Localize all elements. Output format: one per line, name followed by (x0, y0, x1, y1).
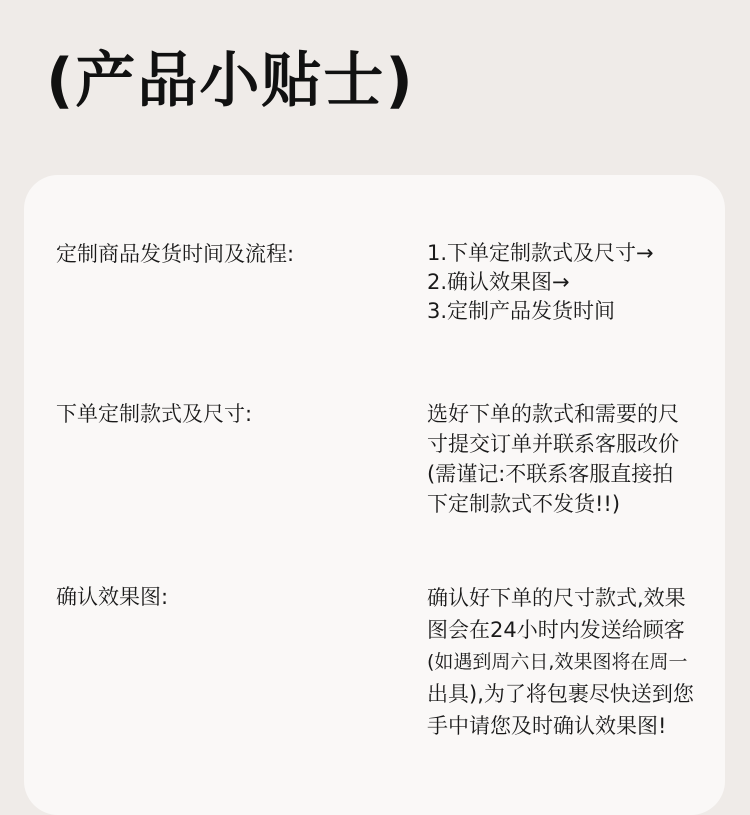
section-body-shipping-process (427, 239, 712, 326)
description-line: 下定制款式不发货!!) (427, 492, 621, 516)
description-line: (需谨记:不联系客服直接拍 (427, 462, 674, 486)
description-line: 选好下单的款式和需要的尺 (427, 402, 679, 426)
description-line: 确认好下单的尺寸款式,效果 (427, 586, 686, 610)
section-body-order-style-size (427, 399, 712, 519)
page-title: (产品小贴士) (46, 46, 415, 116)
description-line: 手中请您及时确认效果图! (427, 714, 667, 738)
section-body-confirm-rendering (427, 582, 712, 742)
section-label-confirm-rendering: 确认效果图: (56, 585, 169, 609)
description-line: (如遇到周六日,效果图将在周一 (427, 651, 688, 673)
process-step-line: 1.下单定制款式及尺寸→ (427, 241, 654, 265)
process-step-line: 3.定制产品发货时间 (427, 299, 616, 323)
product-tips-card (24, 175, 725, 815)
section-label-order-style-size: 下单定制款式及尺寸: (56, 402, 253, 426)
description-line: 寸提交订单并联系客服改价 (427, 432, 679, 456)
process-step-line: 2.确认效果图→ (427, 270, 570, 294)
description-line: 图会在24小时内发送给顾客 (427, 618, 685, 642)
description-line: 出具),为了将包裹尽快送到您 (427, 682, 694, 706)
section-label-shipping-process: 定制商品发货时间及流程: (56, 242, 295, 266)
